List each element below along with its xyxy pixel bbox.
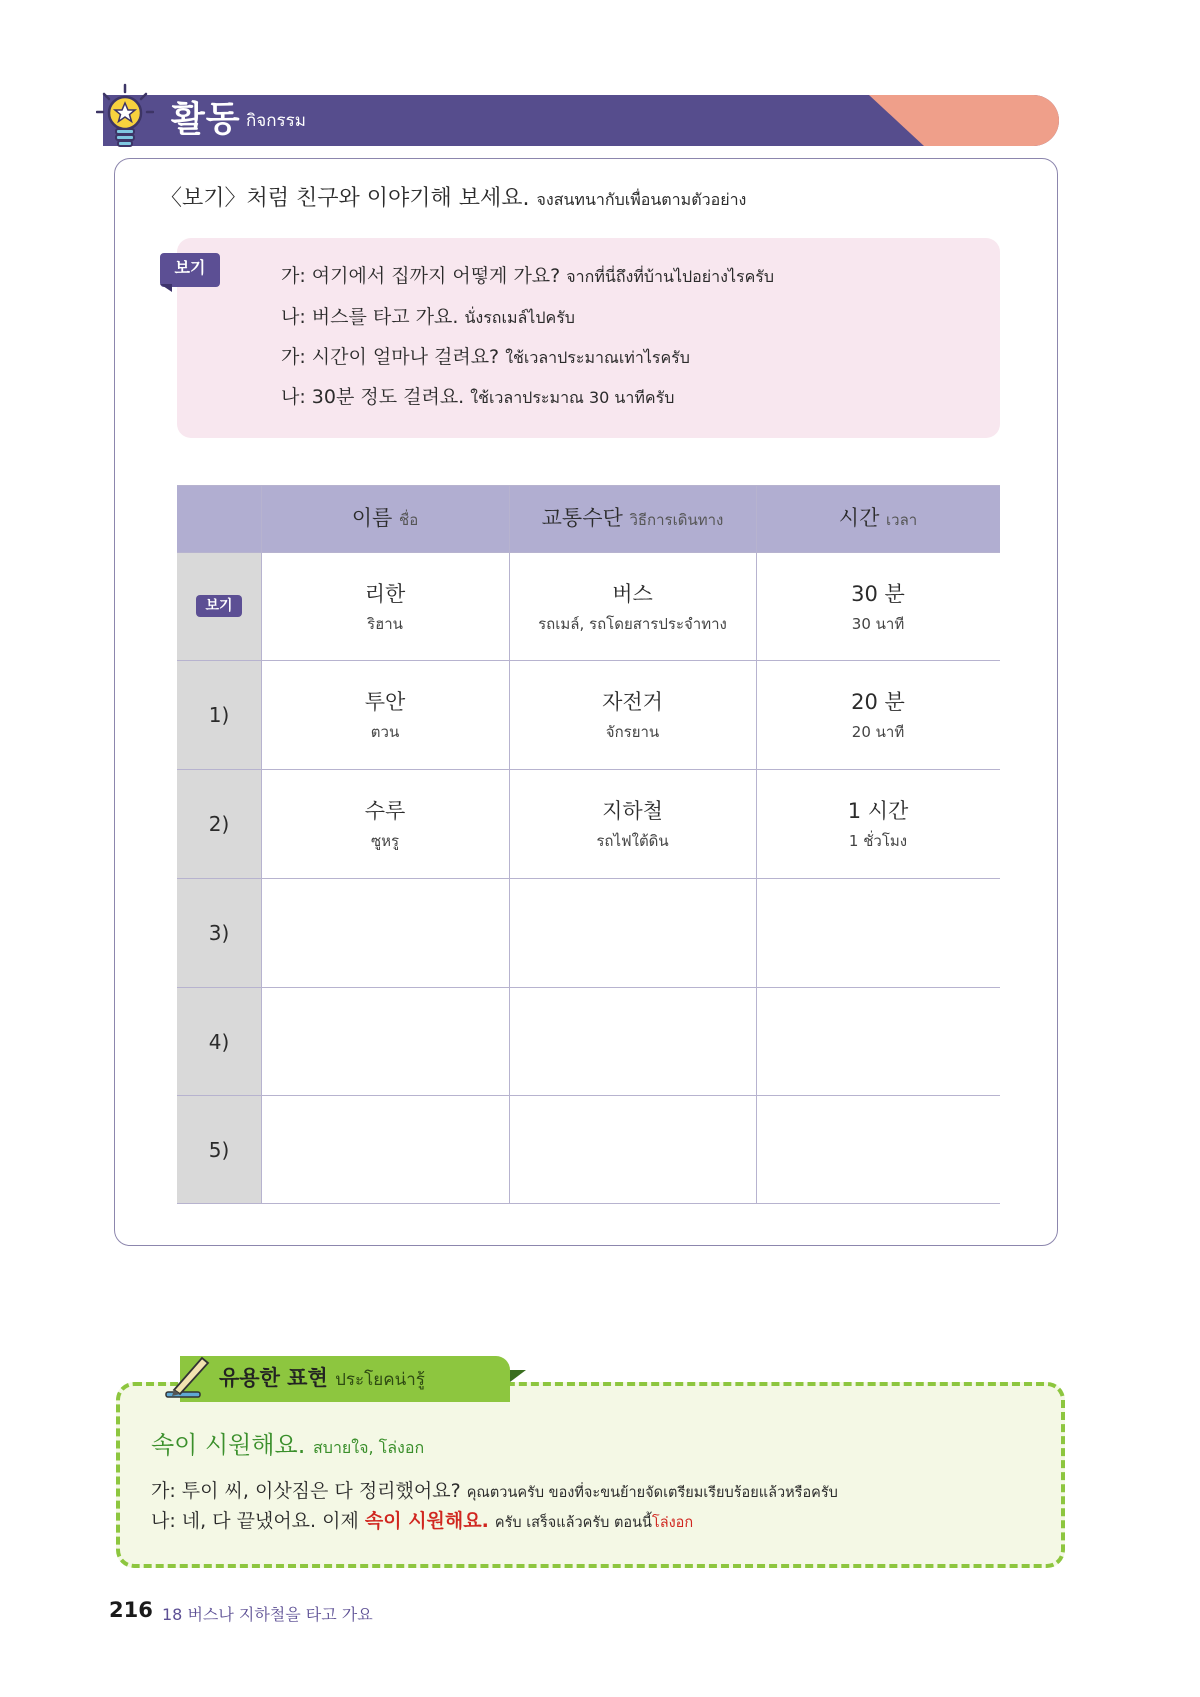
dialogue-korean: 나: 네, 다 끝냈어요. 이제 bbox=[151, 1510, 359, 1532]
row-number: 1) bbox=[208, 703, 230, 727]
cell-korean: 지하철 bbox=[602, 799, 663, 823]
cell-korean: 리한 bbox=[364, 582, 406, 606]
table-divider bbox=[177, 878, 1000, 879]
cell-korean: 버스 bbox=[612, 582, 653, 606]
table-cell-name bbox=[261, 660, 509, 744]
example-tag-fold bbox=[160, 284, 172, 292]
table-divider bbox=[177, 1095, 1000, 1096]
useful-dialogue-line-1 bbox=[151, 1478, 838, 1506]
title-thai: ประโยคน่ารู้ bbox=[335, 1370, 425, 1390]
table-divider bbox=[177, 987, 1000, 988]
instruction-thai: จงสนทนากับเพื่อนตามตัวอย่าง bbox=[536, 190, 747, 209]
dialogue-thai: ใช้เวลาประมาณเท่าไรครับ bbox=[505, 348, 690, 367]
expression-korean: 속이 시원해요. bbox=[151, 1431, 306, 1459]
dialogue-korean: 가: 여기에서 집까지 어떻게 가요? bbox=[281, 265, 561, 287]
dialogue-korean: 나: 버스를 타고 가요. bbox=[281, 306, 459, 328]
table-cell-transport bbox=[509, 660, 756, 744]
table-cell-time bbox=[756, 660, 1000, 744]
table-cell-name bbox=[261, 769, 509, 853]
cell-thai: รถไฟใต้ดิน bbox=[596, 832, 669, 850]
header-thai: ชื่อ bbox=[399, 511, 419, 529]
cell-korean: 수루 bbox=[364, 799, 406, 823]
cell-thai: ริฮาน bbox=[367, 615, 403, 633]
useful-expression-main bbox=[151, 1429, 424, 1464]
dialogue-korean: 가: 투이 씨, 이삿짐은 다 정리했어요? bbox=[151, 1480, 461, 1502]
header-transport bbox=[509, 485, 756, 552]
page-subtitle: กิจกรรม bbox=[246, 111, 307, 131]
pen-icon bbox=[162, 1352, 212, 1402]
title-korean: 유용한 표현 bbox=[219, 1366, 328, 1390]
useful-expression-box bbox=[116, 1382, 1065, 1568]
banner-accent bbox=[869, 95, 1059, 146]
useful-tab-fold bbox=[510, 1370, 526, 1382]
cell-thai: รถเมล์, รถโดยสารประจำทาง bbox=[538, 615, 727, 633]
cell-thai: จักรยาน bbox=[605, 723, 660, 741]
cell-korean: 20 분 bbox=[851, 690, 905, 714]
header-thai: เวลา bbox=[886, 511, 918, 529]
header-time bbox=[756, 485, 1000, 552]
page-title: 활동 bbox=[171, 100, 241, 140]
page-number: 216 bbox=[109, 1598, 153, 1622]
table-cell-time bbox=[756, 769, 1000, 853]
cell-korean: 자전거 bbox=[602, 690, 663, 714]
dialogue-thai: ครับ เสร็จแล้วครับ ตอนนี้ bbox=[494, 1515, 652, 1531]
example-row-tag: 보기 bbox=[196, 595, 242, 617]
dialogue-line-2 bbox=[281, 304, 575, 331]
row-number: 3) bbox=[208, 921, 230, 945]
chapter-title: 18 버스나 지하철을 타고 가요 bbox=[162, 1605, 373, 1624]
lightbulb-icon bbox=[96, 82, 154, 154]
header-korean: 시간 bbox=[838, 506, 880, 530]
header-name bbox=[261, 485, 509, 552]
dialogue-thai: จากที่นี่ถึงที่บ้านไปอย่างไรครับ bbox=[566, 267, 775, 286]
cell-korean: 투안 bbox=[364, 690, 406, 714]
cell-thai: ตวน bbox=[370, 723, 400, 741]
dialogue-thai: ใช้เวลาประมาณ 30 นาทีครับ bbox=[470, 388, 675, 407]
dialogue-korean: 나: 30분 정도 걸려요. bbox=[281, 386, 465, 408]
dialogue-thai: คุณตวนครับ ของที่จะขนย้ายจัดเตรียมเรียบร้อยแล้วหรือครับ bbox=[466, 1485, 838, 1501]
cell-thai: 20 นาที bbox=[851, 723, 905, 741]
dialogue-thai: นั่งรถเมล์ไปครับ bbox=[464, 308, 575, 327]
useful-dialogue-line-2 bbox=[151, 1508, 693, 1536]
instruction bbox=[160, 184, 746, 215]
useful-expression-title bbox=[219, 1364, 425, 1394]
dialogue-line-3 bbox=[281, 344, 690, 371]
highlighted-thai: โล่งอก bbox=[651, 1515, 694, 1531]
highlighted-expression: 속이 시원해요. bbox=[364, 1510, 489, 1532]
table-cell-name bbox=[261, 552, 509, 636]
row-number: 5) bbox=[208, 1138, 230, 1162]
table-cell-transport bbox=[509, 769, 756, 853]
cell-korean: 1 시간 bbox=[847, 799, 909, 823]
table-cell-time bbox=[756, 552, 1000, 636]
dialogue-korean: 가: 시간이 얼마나 걸려요? bbox=[281, 346, 500, 368]
instruction-korean: 〈보기〉처럼 친구와 이야기해 보세요. bbox=[160, 186, 530, 211]
header-korean: 교통수단 bbox=[541, 506, 623, 530]
transport-table bbox=[177, 485, 1000, 1204]
row-number: 2) bbox=[208, 812, 230, 836]
cell-korean: 30 분 bbox=[851, 582, 905, 606]
header-korean: 이름 bbox=[351, 506, 393, 530]
dialogue-line-1 bbox=[281, 263, 774, 290]
table-cell-transport bbox=[509, 552, 756, 636]
cell-thai: ซูหรู bbox=[370, 832, 400, 850]
cell-thai: 1 ชั่วโมง bbox=[848, 832, 908, 850]
cell-thai: 30 นาที bbox=[851, 615, 905, 633]
expression-thai: สบายใจ, โล่งอก bbox=[313, 1438, 425, 1457]
table-divider bbox=[177, 1203, 1000, 1204]
dialogue-line-4 bbox=[281, 384, 674, 411]
example-tag: 보기 bbox=[160, 253, 220, 287]
row-number: 4) bbox=[208, 1030, 230, 1054]
header-thai: วิธีการเดินทาง bbox=[629, 511, 724, 529]
